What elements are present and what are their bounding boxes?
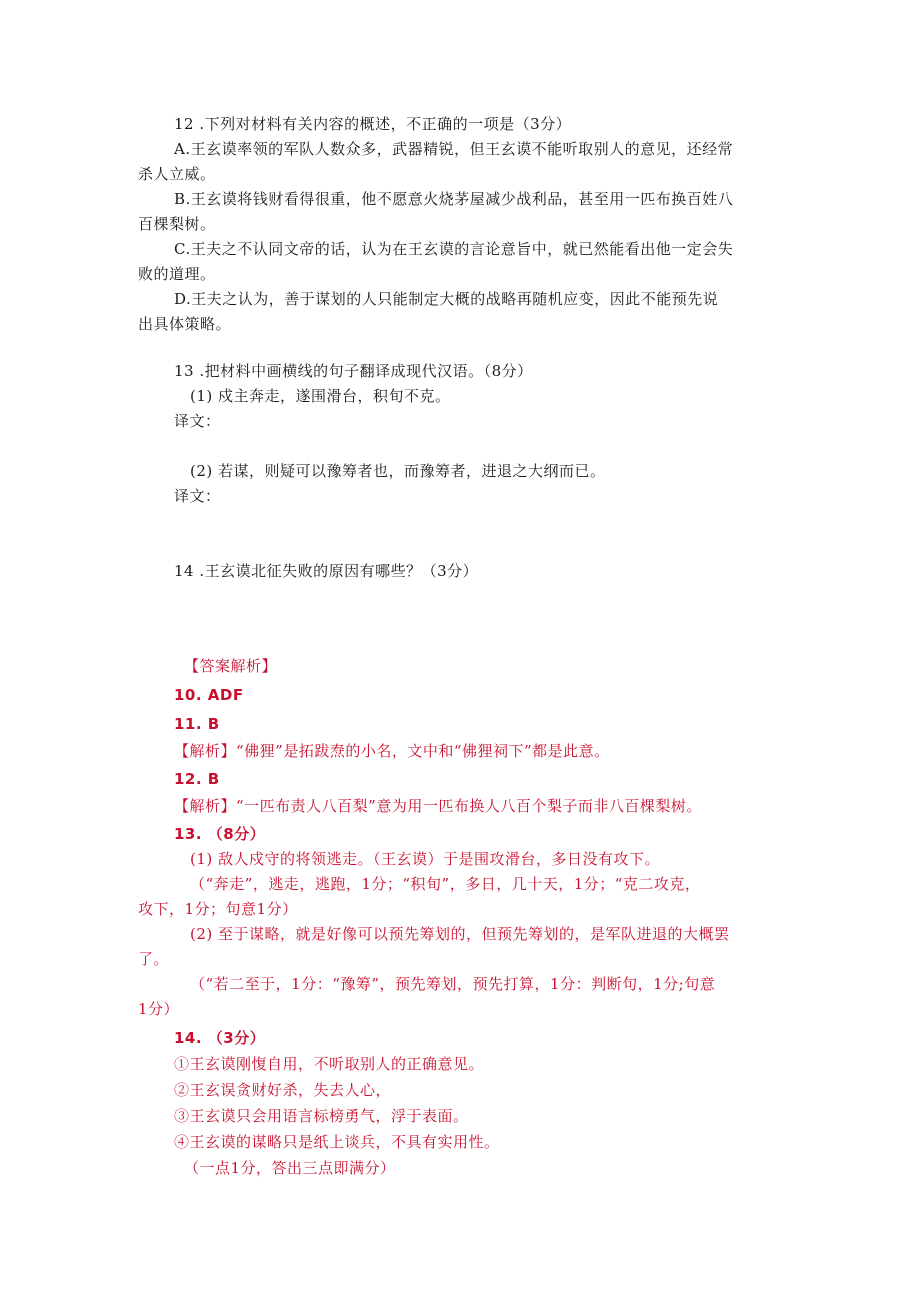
q12-stem: 12 .下列对材料有关内容的概述，不正确的一项是（3分） <box>174 115 572 133</box>
answer-14: 14. （3分） <box>174 1029 266 1047</box>
answer-13-1-note-line1: （“奔走”，逃走，逃跑，1分；“积旬”，多日，几十天，1分；“克二攻克， <box>190 875 701 893</box>
answer-11-note: 【解析】“佛狸”是拓跋焘的小名，文中和“佛狸祠下”都是此意。 <box>174 742 610 760</box>
q12-option-b-line2: 百棵梨树。 <box>138 215 216 233</box>
answer-14-point-4: ④王玄谟的谋略只是纸上谈兵，不具有实用性。 <box>174 1133 500 1151</box>
answers-heading: 【答案解析】 <box>184 657 278 675</box>
answer-13-2-line1: (2) 至于谋略，就是好像可以预先筹划的，但预先筹划的，是军队进退的大概罢 <box>190 925 730 943</box>
q12-option-d-line1: D.王夫之认为，善于谋划的人只能制定大概的战略再随机应变，因此不能预先说 <box>174 290 719 308</box>
answer-11: 11. B <box>174 715 220 733</box>
answer-10: 10. ADF <box>174 686 244 704</box>
q14-stem: 14 .王玄谟北征失败的原因有哪些？（3分） <box>174 562 479 580</box>
answer-14-point-3: ③王玄谟只会用语言标榜勇气，浮于表面。 <box>174 1107 469 1125</box>
q12-option-d-line2: 出具体策略。 <box>138 315 232 333</box>
q12-option-c-line1: C.王夫之不认同文帝的话，认为在王玄谟的言论意旨中，就已然能看出他一定会失 <box>174 240 734 258</box>
answer-13-1: (1) 敌人戍守的将领逃走。（王玄谟）于是围攻滑台，多日没有攻下。 <box>190 850 661 868</box>
answer-12: 12. B <box>174 770 220 788</box>
answer-13-2-note-line1: （“若二至于，1分：“豫筹”，预先筹划，预先打算，1分：判断句，1分;句意 <box>190 975 716 993</box>
q13-sentence-1: (1) 戍主奔走，遂围滑台，积旬不克。 <box>190 387 451 405</box>
answer-14-point-1: ①王玄谟刚愎自用，不听取别人的正确意见。 <box>174 1055 485 1073</box>
q13-translation-label-2: 译文： <box>174 487 221 505</box>
answer-14-point-2: ②王玄误贪财好杀，失去人心， <box>174 1081 392 1099</box>
q13-translation-label-1: 译文： <box>174 412 221 430</box>
q12-option-b-line1: B.王玄谟将钱财看得很重，他不愿意火烧茅屋减少战利品，甚至用一匹布换百姓八 <box>174 190 734 208</box>
answer-14-note: （一点1分，答出三点即满分） <box>184 1159 396 1177</box>
q12-option-a-line1: A.王玄谟率领的军队人数众多，武器精锐，但王玄谟不能听取别人的意见，还经常 <box>174 140 734 158</box>
answer-13-1-note-line2: 攻下，1分；句意1分） <box>138 900 298 918</box>
answer-12-note: 【解析】“一匹布责人八百梨”意为用一匹布换人八百个梨子而非八百棵梨树。 <box>174 797 702 815</box>
answer-13: 13. （8分） <box>174 825 266 843</box>
q13-stem: 13 .把材料中画横线的句子翻译成现代汉语。（8分） <box>174 362 533 380</box>
answer-13-2-note-line2: 1分） <box>138 1000 180 1018</box>
q12-option-c-line2: 败的道理。 <box>138 265 216 283</box>
answer-13-2-line2: 了。 <box>138 950 170 968</box>
q12-option-a-line2: 杀人立威。 <box>138 165 216 183</box>
q13-sentence-2: (2) 若谋，则疑可以豫筹者也，而豫筹者，进退之大纲而已。 <box>190 462 606 480</box>
